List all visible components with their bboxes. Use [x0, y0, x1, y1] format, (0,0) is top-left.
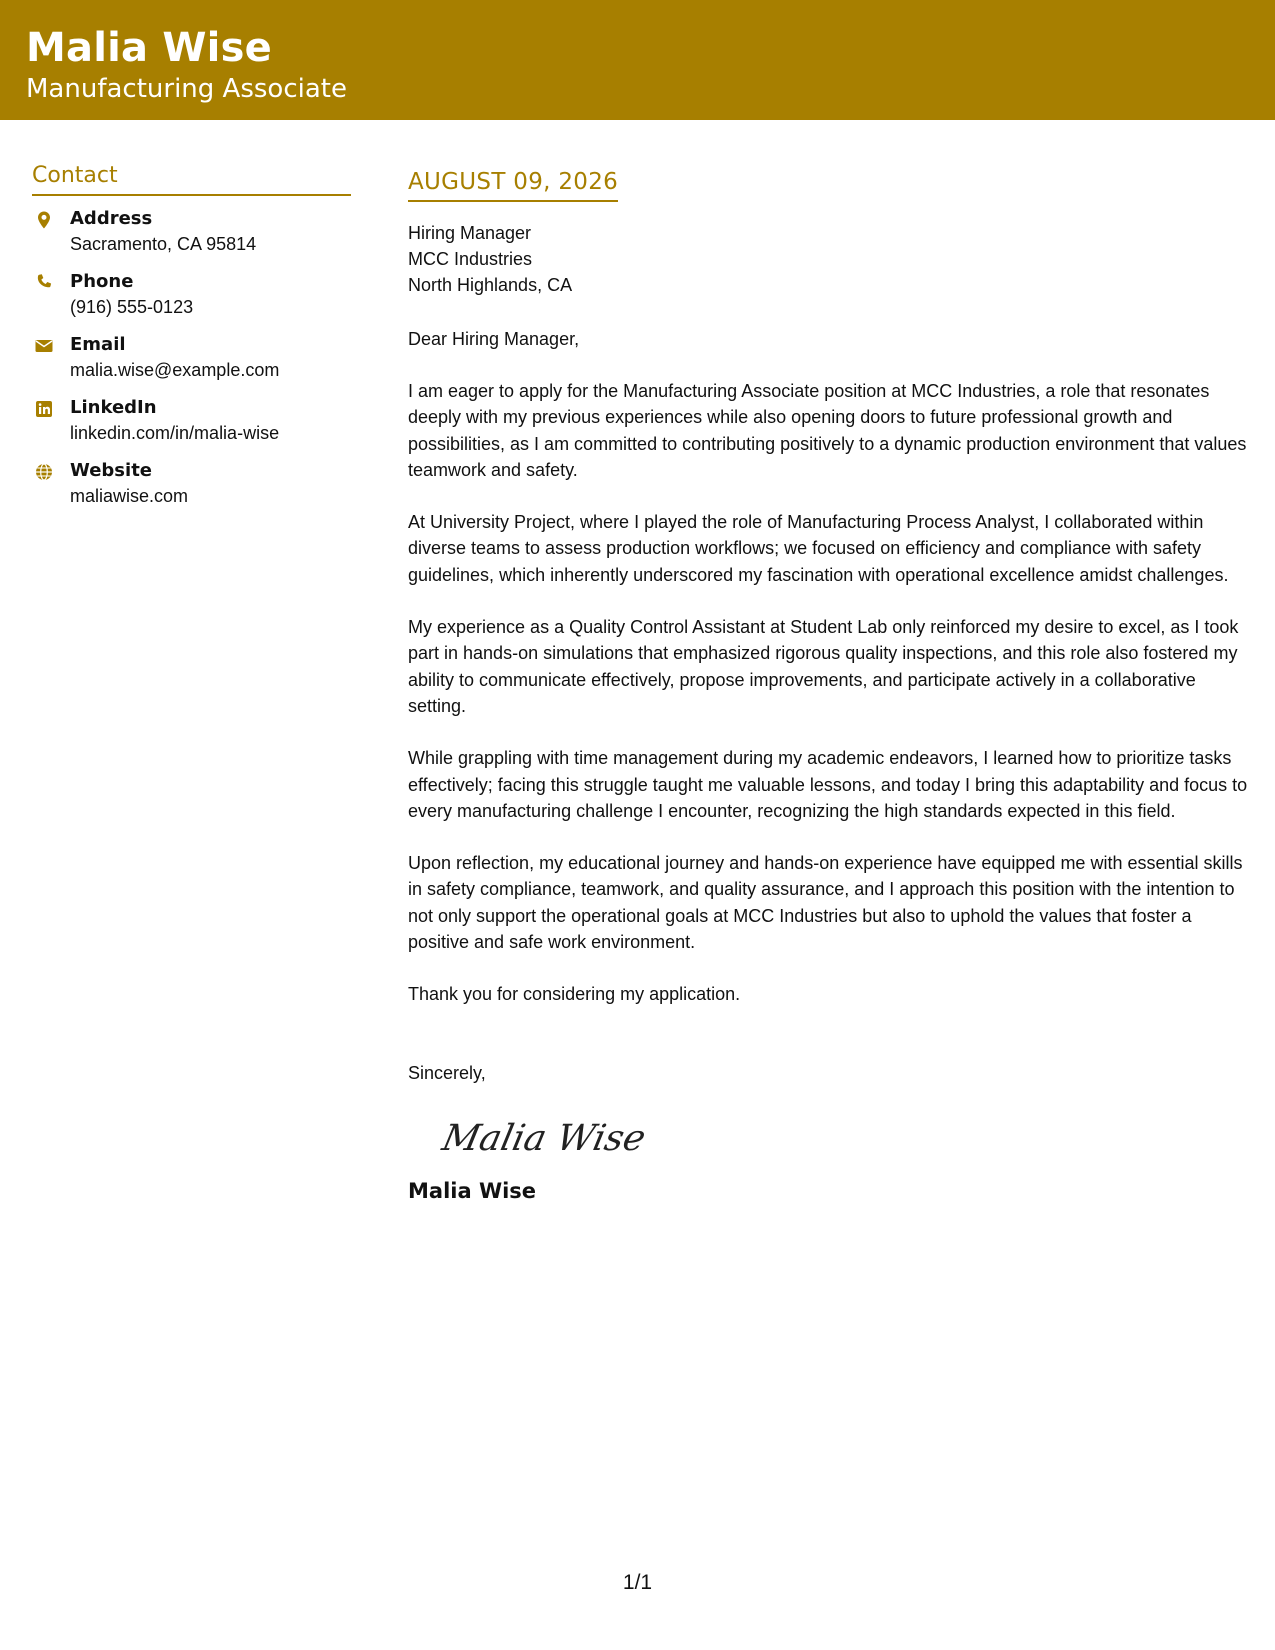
header-banner [0, 0, 1275, 120]
contact-value[interactable]: maliawise.com [70, 486, 189, 506]
signature-image [438, 1106, 678, 1168]
applicant-name: Malia Wise [26, 25, 272, 71]
map-pin-icon [34, 210, 54, 230]
letter-body [408, 166, 1253, 1206]
signer-name: Malia Wise [408, 1178, 537, 1203]
signature-text: Malia Wise [438, 1116, 650, 1159]
linkedin-icon [34, 399, 54, 419]
contact-label: Website [70, 460, 153, 481]
recipient-line: MCC Industries [408, 249, 533, 269]
contact-list [32, 206, 351, 521]
job-title: Manufacturing Associate [26, 74, 347, 104]
body-paragraph: At University Project, where I played the role of Manufacturing Process Analyst, I collaborated within diverse teams to assess production workflows; we focused on efficiency and compliance with safety guidelines, which inherently underscored my fascination with operational excellence amidst challenges. [408, 512, 1229, 585]
contact-item-website[interactable] [32, 458, 351, 521]
phone-icon [34, 273, 54, 293]
sidebar [32, 160, 351, 521]
recipient-line: North Highlands, CA [408, 275, 573, 295]
body-paragraph: My experience as a Quality Control Assistant at Student Lab only reinforced my desire to excel, as I took part in hands-on simulations that emphasized rigorous quality inspections, and this role also fostered my ability to communicate effectively, propose improvements, and participate actively in a collaborative setting. [408, 617, 1239, 716]
body-paragraph: While grappling with time management during my academic endeavors, I learned how to prioritize tasks effectively; facing this struggle taught me valuable lessons, and today I bring this adaptability and focus to every manufacturing challenge I encounter, recognizing the high standards expected in this field. [408, 748, 1248, 821]
contact-value[interactable]: malia.wise@example.com [70, 360, 280, 380]
contact-item-address [32, 206, 351, 269]
contact-section-title: Contact [32, 160, 351, 196]
contact-item-email[interactable] [32, 332, 351, 395]
greeting: Dear Hiring Manager, [408, 329, 580, 349]
page-number: 1/1 [622, 1571, 653, 1594]
recipient-line: Hiring Manager [408, 223, 532, 243]
contact-item-linkedin[interactable] [32, 395, 351, 458]
contact-label: Address [70, 208, 153, 229]
globe-icon [34, 462, 54, 482]
contact-value: (916) 555-0123 [70, 297, 194, 317]
body-paragraph: I am eager to apply for the Manufacturing Associate position at MCC Industries, a role that resonates deeply with my previous experiences while also opening doors to future professional growth and possibilities, as I am committed to contributing positively to a dynamic production environment that values teamwork and safety. [408, 381, 1247, 480]
body-paragraph: Upon reflection, my educational journey and hands-on experience have equipped me with essential skills in safety compliance, teamwork, and quality assurance, and I approach this position with the intention to not only support the operational goals at MCC Industries but also to uphold the values that foster a positive and safe work environment. [408, 853, 1243, 953]
body-paragraph: Thank you for considering my application. [408, 984, 741, 1005]
contact-label: Phone [70, 271, 134, 292]
letter-date: AUGUST 09, 2026 [408, 166, 618, 202]
closing: Sincerely, [408, 1062, 486, 1083]
contact-label: LinkedIn [70, 397, 157, 418]
contact-value[interactable]: linkedin.com/in/malia-wise [70, 423, 280, 443]
contact-label: Email [70, 334, 126, 355]
contact-value: Sacramento, CA 95814 [70, 234, 257, 254]
contact-item-phone [32, 269, 351, 332]
envelope-icon [34, 336, 54, 356]
recipient-block [408, 220, 1253, 298]
